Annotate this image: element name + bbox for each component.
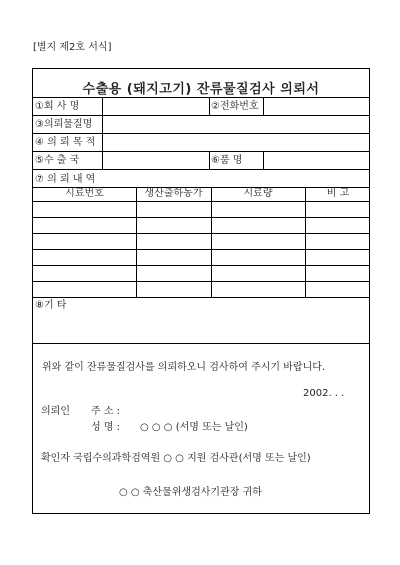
confirmation-line: 확인자 국립수의과학검역원 ○ ○ 지원 검사관(서명 또는 날인)	[41, 453, 311, 464]
table-bottom	[33, 297, 369, 298]
form-number-label: [별지 제2호 서식]	[33, 42, 112, 53]
request-form	[32, 68, 370, 514]
table-column-divider	[136, 187, 137, 297]
substance-name-label: ③의뢰물질명	[35, 119, 93, 130]
date-line: 2002. . .	[303, 388, 345, 399]
sample-amount-header: 시료량	[243, 188, 273, 199]
other-section-bottom	[33, 343, 369, 344]
requester-label: 의뢰인	[41, 406, 70, 417]
phone-label-right	[263, 97, 264, 115]
row-divider	[33, 115, 369, 116]
producer-farm-header: 생산출하농가	[144, 188, 203, 199]
table-row-line	[33, 281, 369, 282]
recipient-line: ○ ○ 축산물위생검사기관장 귀하	[119, 487, 262, 498]
purpose-label: ④ 의 뢰 목 적	[35, 137, 96, 148]
table-row-line	[33, 249, 369, 250]
name-label: 성 명 :	[91, 422, 121, 433]
phone-label-left	[209, 97, 210, 115]
product-label-left	[209, 151, 210, 169]
product-name-label: ⑥품 명	[211, 155, 243, 166]
table-column-divider	[211, 187, 212, 297]
phone-label: ②전화번호	[211, 101, 259, 112]
table-column-divider	[305, 187, 306, 297]
other-label: ⑧기 타	[35, 300, 67, 311]
row-divider	[33, 169, 369, 170]
row-divider	[33, 151, 369, 152]
request-statement: 위와 같이 잔류물질검사를 의뢰하오니 검사하여 주시기 바랍니다.	[42, 362, 326, 373]
row-divider	[33, 133, 369, 134]
title-divider	[33, 97, 369, 98]
remarks-header: 비 고	[326, 188, 350, 199]
sample-number-header: 시료번호	[65, 188, 104, 199]
label-column-divider	[102, 97, 103, 169]
company-name-label: ①회 사 명	[35, 101, 80, 112]
form-title: 수출용 (돼지고기) 잔류물질검사 의뢰서	[82, 82, 320, 97]
table-row-line	[33, 265, 369, 266]
table-header-top	[33, 201, 369, 202]
export-country-label: ⑤수 출 국	[35, 155, 80, 166]
table-row-line	[33, 217, 369, 218]
request-details-label: ⑦ 의 뢰 내 역	[35, 174, 96, 185]
address-label: 주 소 :	[91, 406, 121, 417]
product-label-right	[263, 151, 264, 169]
signature-note: ○ ○ ○ (서명 또는 날인)	[140, 422, 248, 433]
table-row-line	[33, 233, 369, 234]
